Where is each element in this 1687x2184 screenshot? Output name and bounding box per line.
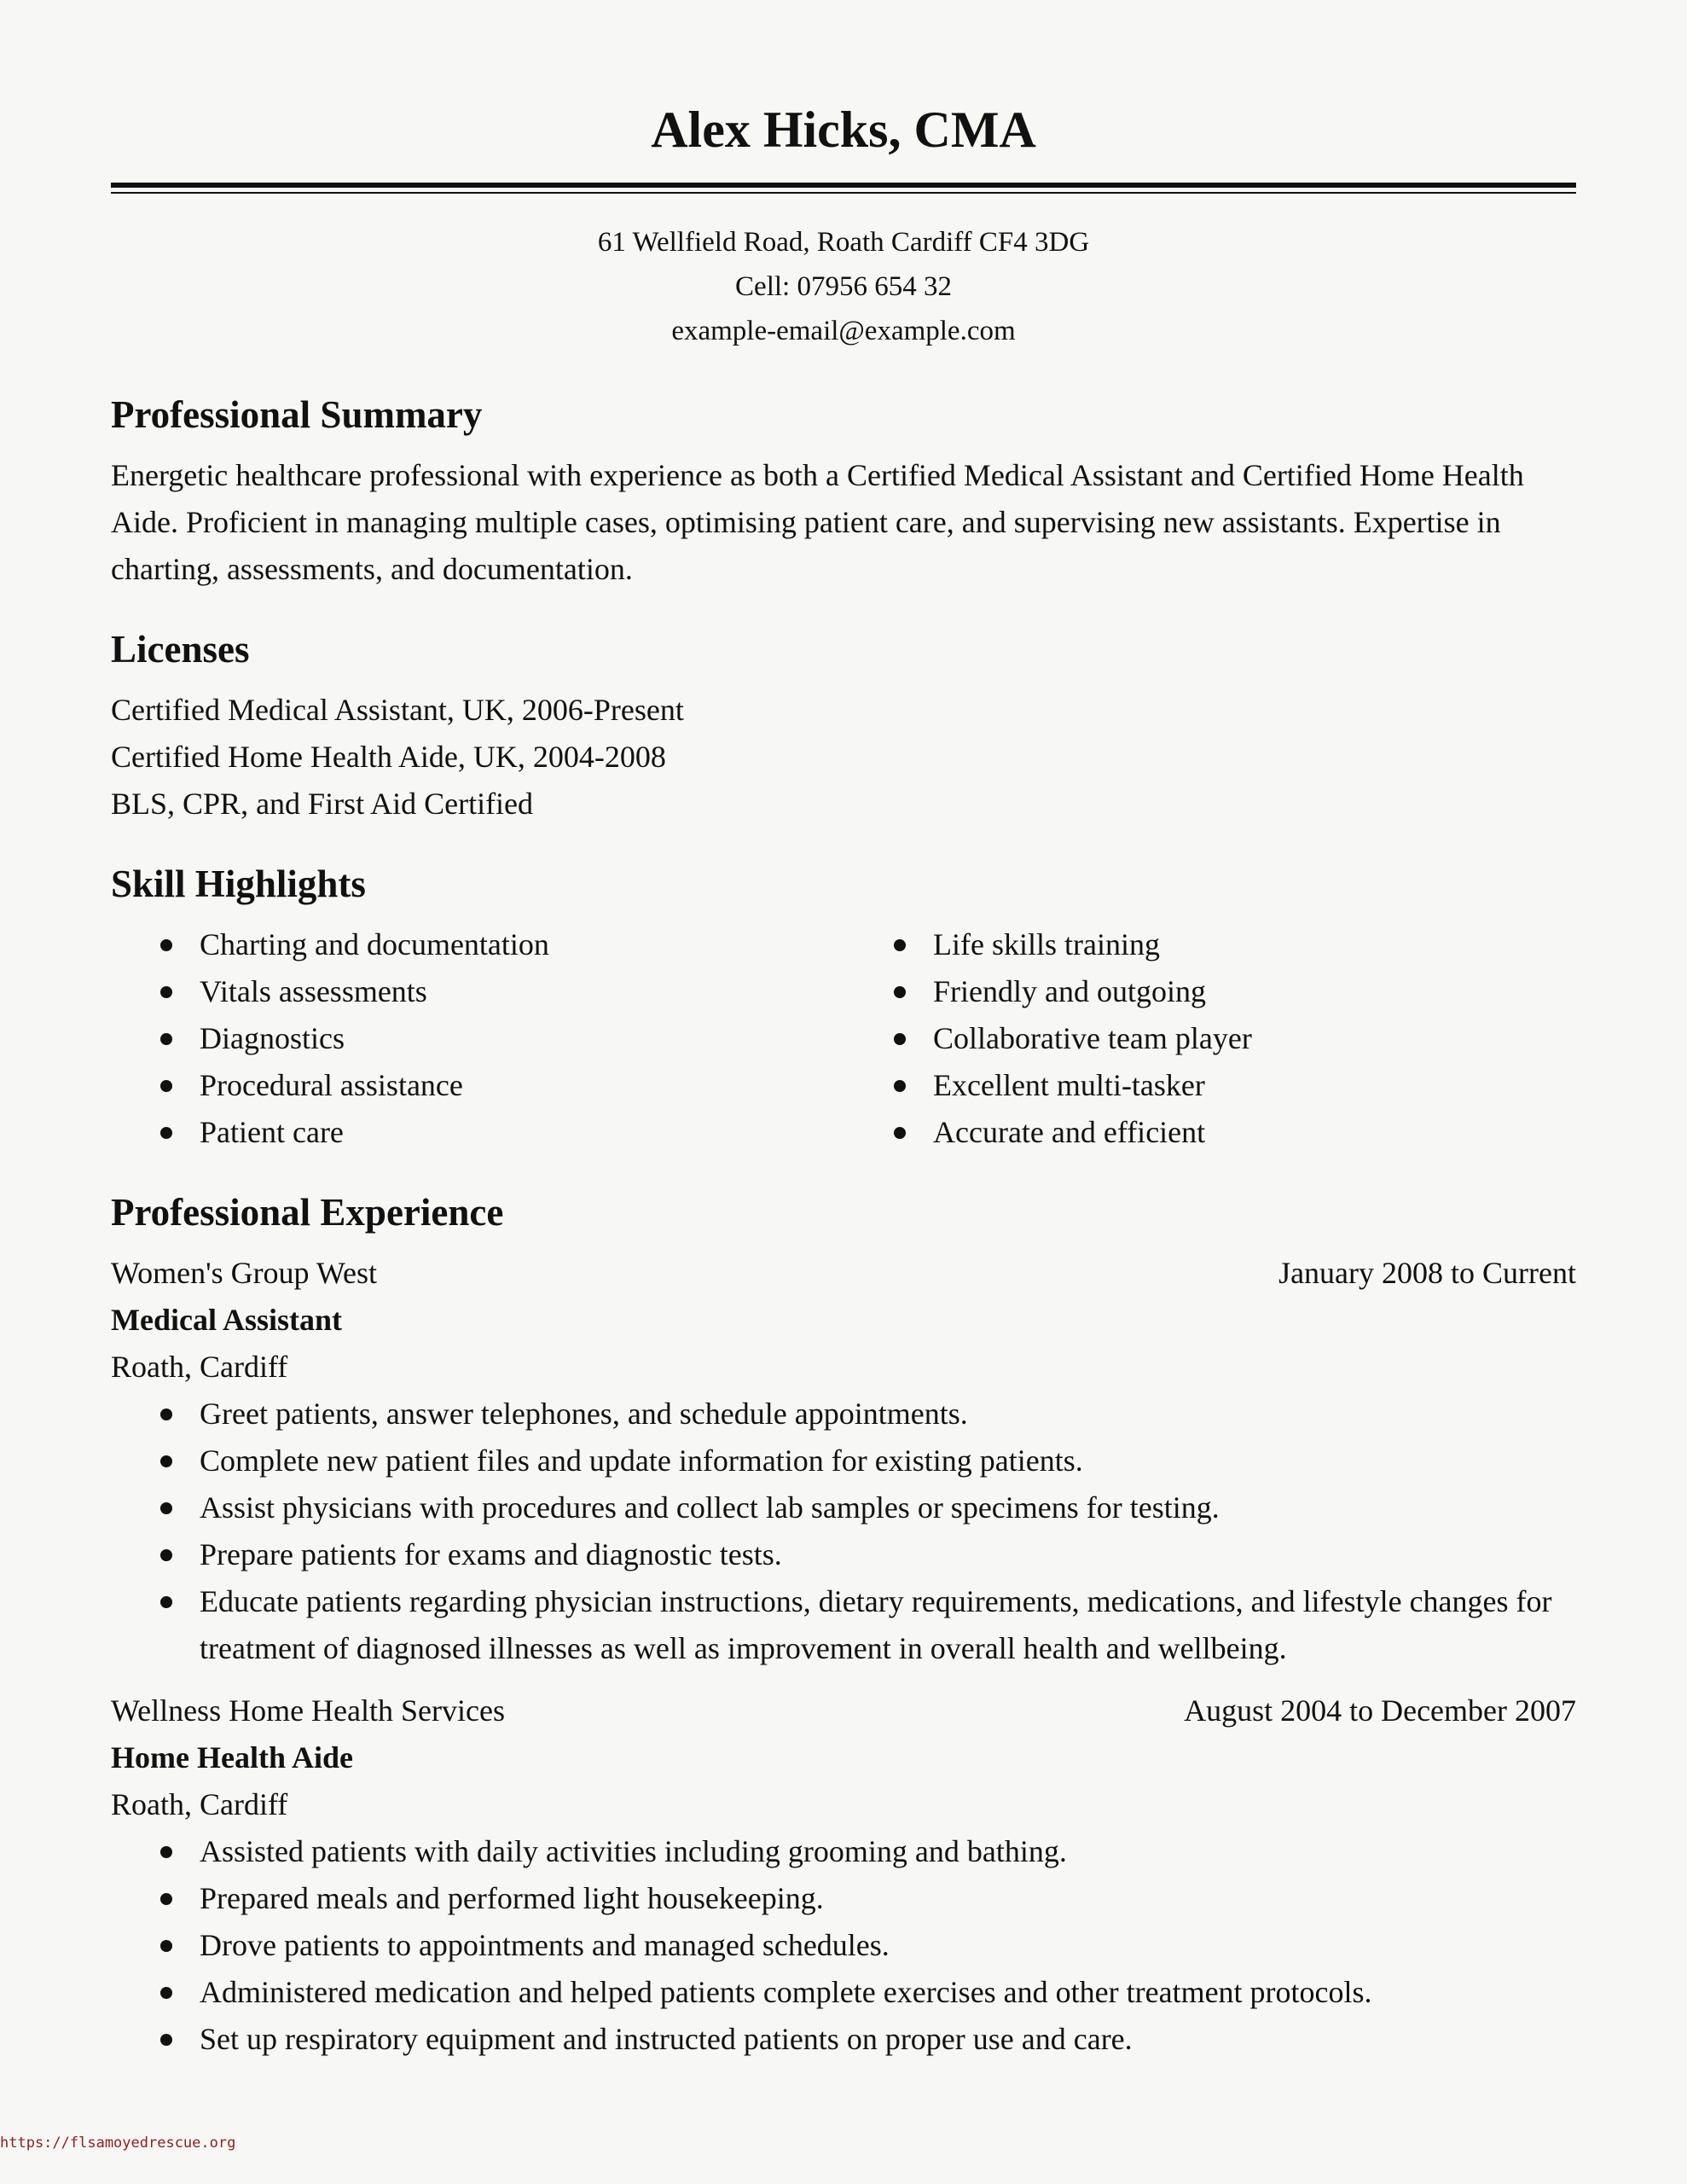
skill-item: Patient care [111, 1109, 844, 1156]
job-duty: Prepared meals and performed light housekeeping. [111, 1875, 1576, 1922]
skill-item: Life skills training [844, 921, 1252, 968]
licenses-title: Licenses [111, 628, 250, 671]
job-company: Wellness Home Health Services [111, 1693, 505, 1728]
contact-address: 61 Wellfield Road, Roath Cardiff CF4 3DG [597, 227, 1090, 258]
job-dates: August 2004 to December 2007 [1184, 1693, 1576, 1728]
skills-right-list [844, 921, 1252, 1156]
job-role: Home Health Aide [111, 1740, 353, 1774]
job-duties-list [111, 1828, 1576, 2063]
skill-item: Excellent multi-tasker [844, 1062, 1252, 1109]
job-duty: Complete new patient files and update information for existing patients. [111, 1438, 1576, 1484]
job-header [111, 1250, 1576, 1297]
license-item: Certified Medical Assistant, UK, 2006-Present [111, 693, 684, 727]
experience-title: Professional Experience [111, 1191, 504, 1234]
header-rule-thick [111, 183, 1576, 188]
job-duty: Prepare patients for exams and diagnostic tests. [111, 1531, 1576, 1578]
job-duty: Assisted patients with daily activities including grooming and bathing. [111, 1828, 1576, 1875]
skill-item: Accurate and efficient [844, 1109, 1252, 1156]
job-duty: Educate patients regarding physician instructions, dietary requirements, medications, and lifestyle changes for treatment of diagnosed illnesses as well as improvement in overall health and wellbeing. [111, 1578, 1576, 1672]
job-location: Roath, Cardiff [111, 1787, 288, 1821]
job-company: Women's Group West [111, 1256, 377, 1290]
job-entry [111, 1687, 1576, 2063]
contact-block [111, 220, 1576, 353]
license-item: Certified Home Health Aide, UK, 2004-2008 [111, 740, 666, 774]
job-location: Roath, Cardiff [111, 1350, 288, 1384]
job-header [111, 1687, 1576, 1734]
job-dates: January 2008 to Current [1278, 1256, 1576, 1290]
candidate-name: Alex Hicks, CMA [651, 102, 1036, 158]
resume-page [111, 96, 1576, 2063]
skill-item: Friendly and outgoing [844, 968, 1252, 1015]
header-rule-thin [111, 192, 1576, 194]
job-entry [111, 1250, 1576, 1672]
skill-item: Charting and documentation [111, 921, 844, 968]
skills-left-list [111, 921, 844, 1156]
contact-email: example-email@example.com [671, 316, 1016, 346]
skill-item: Vitals assessments [111, 968, 844, 1015]
skills-columns [111, 921, 1576, 1156]
job-duty: Set up respiratory equipment and instructed patients on proper use and care. [111, 2016, 1576, 2063]
job-duty: Drove patients to appointments and managed schedules. [111, 1922, 1576, 1969]
job-duty: Administered medication and helped patients complete exercises and other treatment protocols. [111, 1969, 1576, 2016]
job-duty: Greet patients, answer telephones, and schedule appointments. [111, 1391, 1576, 1438]
skill-item: Diagnostics [111, 1015, 844, 1062]
skills-title: Skill Highlights [111, 863, 366, 905]
job-role: Medical Assistant [111, 1303, 343, 1337]
source-watermark: https://flsamoyedrescue.org [0, 2135, 236, 2152]
summary-title: Professional Summary [111, 393, 483, 436]
license-item: BLS, CPR, and First Aid Certified [111, 787, 534, 821]
job-duty: Assist physicians with procedures and collect lab samples or specimens for testing. [111, 1484, 1576, 1531]
skill-item: Collaborative team player [844, 1015, 1252, 1062]
contact-cell: Cell: 07956 654 32 [735, 271, 952, 302]
job-duties-list [111, 1391, 1576, 1672]
summary-text: Energetic healthcare professional with experience as both a Certified Medical Assistant and Certified Home Health Aide. Proficient in managing multiple cases, optimising patient care, and supervising new assistants. Expertise in charting, assessments, and documentation. [111, 458, 1524, 586]
skill-item: Procedural assistance [111, 1062, 844, 1109]
licenses-list [111, 687, 1576, 828]
